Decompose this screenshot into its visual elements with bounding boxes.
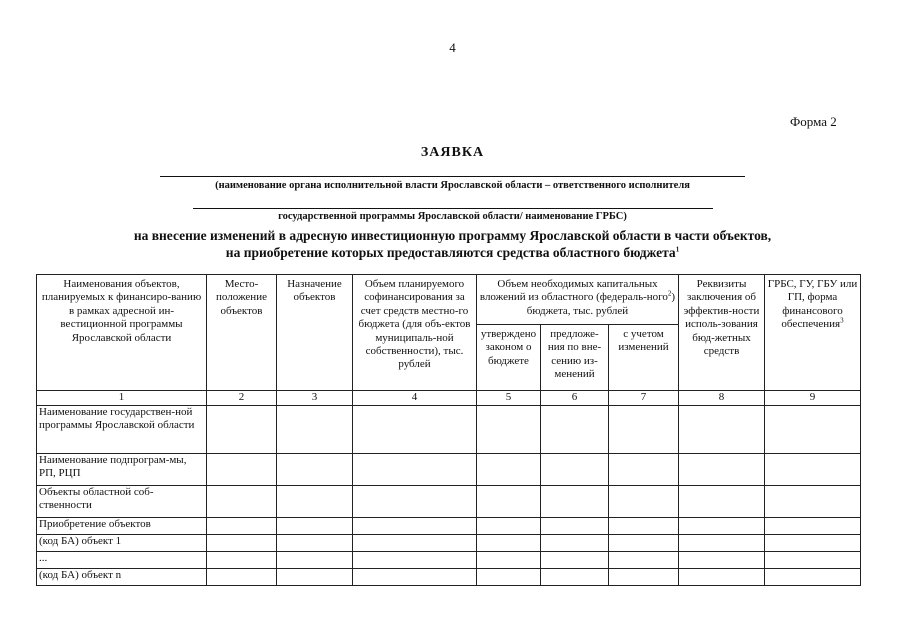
table-cell (541, 569, 609, 586)
row-label: Приобретение объектов (37, 518, 207, 535)
document-title: ЗАЯВКА (420, 145, 485, 160)
table-row (37, 518, 861, 535)
table-cell (679, 454, 765, 486)
column-number: 5 (477, 391, 541, 406)
table-cell (609, 552, 679, 569)
table-cell (207, 486, 277, 518)
table-cell (477, 406, 541, 454)
table-row (37, 552, 861, 569)
subtitle-footnote: 1 (675, 245, 680, 254)
table-cell (477, 569, 541, 586)
table-cell (679, 535, 765, 552)
table-row (37, 454, 861, 486)
table-cell (277, 552, 353, 569)
table-cell (277, 569, 353, 586)
page-number: 4 (449, 40, 456, 55)
subtitle-line-2 (0, 245, 905, 261)
table-cell (765, 518, 861, 535)
table-cell (541, 552, 609, 569)
table-cell (207, 406, 277, 454)
table-row (37, 569, 861, 586)
table-cell (477, 518, 541, 535)
caption-line-2: государственной программы Ярославской области/ наименование ГРБС) (278, 211, 627, 222)
row-label: Наименование подпрограм-мы, РП, РЦП (37, 454, 207, 486)
header-object-names: Наименования объектов, планируемых к финансиро-ванию в рамках адресной ин-вестиционной программы Ярославской области (37, 275, 207, 391)
table-cell (679, 518, 765, 535)
table-cell (353, 552, 477, 569)
row-label: (код БА) объект n (37, 569, 207, 586)
column-number: 9 (765, 391, 861, 406)
table-cell (679, 486, 765, 518)
header-capital-investment-b: ) бюджета, тыс. рублей (526, 291, 676, 317)
header-with-changes: с учетом изменений (609, 325, 679, 391)
table-row (37, 406, 861, 454)
table-cell (353, 535, 477, 552)
table-cell (477, 486, 541, 518)
header-capital-investment-a: Объем необходимых капитальных вложений из областного (федераль-ного (479, 278, 668, 304)
table-cell (477, 552, 541, 569)
table-cell (207, 552, 277, 569)
table-cell (609, 518, 679, 535)
table-cell (277, 518, 353, 535)
column-number-row (37, 391, 861, 406)
table-cell (765, 406, 861, 454)
header-grbs-sup: 3 (840, 316, 844, 325)
table-cell (765, 535, 861, 552)
table-cell (277, 454, 353, 486)
subtitle-line-2-text: на приобретение которых предоставляются средства областного бюджета (225, 245, 676, 260)
table-cell (477, 454, 541, 486)
header-grbs-text: ГРБС, ГУ, ГБУ или ГП, форма финансового обеспечения (767, 278, 858, 331)
table-row (37, 486, 861, 518)
header-cofinancing: Объем планируемого софинансирования за счет средств местно-го бюджета (для объ-ектов муниципаль-ной собственности), тыс. рублей (353, 275, 477, 391)
header-capital-investment-sup: 2 (667, 289, 672, 298)
table-cell (765, 569, 861, 586)
column-number: 3 (277, 391, 353, 406)
header-location: Место-положение объектов (207, 275, 277, 391)
table-cell (765, 552, 861, 569)
table-cell (277, 535, 353, 552)
table-cell (541, 518, 609, 535)
table-cell (277, 486, 353, 518)
table-cell (679, 406, 765, 454)
table-cell (609, 486, 679, 518)
column-number: 6 (541, 391, 609, 406)
header-capital-investment (477, 275, 679, 325)
table-cell (207, 454, 277, 486)
table-cell (353, 454, 477, 486)
caption-line-1: (наименование органа исполнительной власти Ярославской области – ответственного исполнителя (215, 180, 690, 191)
table-cell (679, 552, 765, 569)
table-cell (477, 535, 541, 552)
column-number: 7 (609, 391, 679, 406)
table-cell (609, 535, 679, 552)
table-cell (541, 454, 609, 486)
header-efficiency-details: Реквизиты заключения об эффектив-ности исполь-зования бюд-жетных средств (679, 275, 765, 391)
fill-line-1 (160, 176, 745, 177)
header-proposals: предложе-ния по вне-сению из-менений (541, 325, 609, 391)
table-cell (541, 535, 609, 552)
table-cell (353, 486, 477, 518)
table-cell (207, 569, 277, 586)
table-cell (765, 486, 861, 518)
table-cell (207, 518, 277, 535)
table-cell (609, 569, 679, 586)
table-cell (765, 454, 861, 486)
table-cell (207, 535, 277, 552)
header-grbs (765, 275, 861, 391)
table-cell (353, 518, 477, 535)
column-number: 8 (679, 391, 765, 406)
table-cell (353, 569, 477, 586)
subtitle-line-1: на внесение изменений в адресную инвестиционную программу Ярославской области в части объектов, (133, 228, 772, 243)
table-cell (609, 454, 679, 486)
table-cell (541, 486, 609, 518)
table-row (37, 535, 861, 552)
header-purpose: Назначение объектов (277, 275, 353, 391)
table-cell (277, 406, 353, 454)
investment-table (36, 274, 861, 586)
column-number: 4 (353, 391, 477, 406)
table-cell (541, 406, 609, 454)
table-cell (609, 406, 679, 454)
row-label: Наименование государствен-ной программы Ярославской области (37, 406, 207, 454)
row-label: ... (37, 552, 207, 569)
table-cell (353, 406, 477, 454)
column-number: 1 (37, 391, 207, 406)
fill-line-2 (193, 208, 713, 209)
header-approved: утверждено законом о бюджете (477, 325, 541, 391)
row-label: Объекты областной соб-ственности (37, 486, 207, 518)
column-number: 2 (207, 391, 277, 406)
form-label: Форма 2 (790, 114, 837, 129)
table-cell (679, 569, 765, 586)
row-label: (код БА) объект 1 (37, 535, 207, 552)
